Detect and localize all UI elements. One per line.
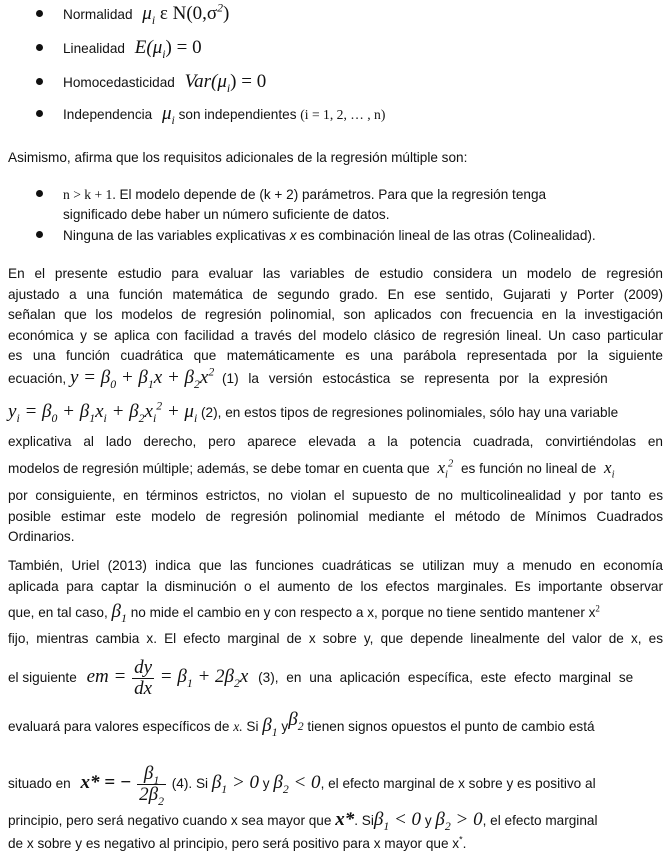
beta-fraction: $\frac{\beta_1}{2\beta_2}$ xyxy=(139,763,164,808)
independencia-text: son independientes xyxy=(174,107,301,122)
requisito-2-var: x xyxy=(289,228,297,243)
p1-line: por consiguiente, en términos estrictos, no violan el supuesto de no multicolinealidad y por tanto es xyxy=(8,488,663,503)
p2-l8-text-c: y xyxy=(424,813,432,828)
p1-line: es una función cuadrática que matemáticamente es una parábola representada por la siguiente xyxy=(8,348,663,364)
requisito-2-text-b: es combinación lineal de las otras (Colinealidad). xyxy=(296,228,596,243)
p1-line: económica y se aplica con facilidad a través del modelo clásico de regresión lineal. Un caso particular xyxy=(8,327,663,343)
p2-l8-text-d: , el efecto marginal xyxy=(482,813,598,828)
p1-line: señalan que los modelos de regresión polinomial, son aplicados con frecuencia en la investigación xyxy=(8,307,663,323)
beta2-positive: $\beta_2 > 0$ xyxy=(435,809,483,833)
beta1-negative: $\beta_1 < 0$ xyxy=(373,809,422,833)
p2-l7-text-c: y xyxy=(262,776,270,792)
p2-line: También, Uriel (2013) indica que las funciones cuadráticas se utilizan muy a menudo en economía xyxy=(8,558,663,573)
p2-l6-text-b: Si xyxy=(246,719,259,734)
p1-line: ajustado a una función matemática de segundo grado. En ese sentido, Gujarati y Porter (2009) xyxy=(8,286,663,302)
p1-l9-text-a: modelos de regresión múltiple; además, se debe tomar en cuenta que xyxy=(8,461,430,476)
bullet-homocedasticidad xyxy=(36,72,656,94)
bullet-label: Homocedasticidad xyxy=(63,75,175,90)
beta1-symbol: $\beta_1$ xyxy=(262,715,278,739)
p1-line-9 xyxy=(8,458,663,480)
requisito-2 xyxy=(36,226,656,247)
p1-equation-line-1 xyxy=(8,365,663,391)
p1-l9-text-b: es función no lineal de xyxy=(460,461,597,476)
bullet-dot xyxy=(36,44,43,51)
p1-line: posible estimar este modelo de regresión polinomial mediante el método de Mínimos Cuadrados xyxy=(8,508,663,524)
p1-eq2-tail: (2), en estos tipos de regresiones polinomiales, sólo hay una variable xyxy=(201,405,619,420)
paragraph-1 xyxy=(8,264,663,367)
intro-text: Asimismo, afirma que los requisitos adicionales de la regresión múltiple son: xyxy=(8,150,468,165)
paragraph-2 xyxy=(8,556,663,597)
x-star-eq: x* = − xyxy=(80,772,132,794)
independencia-range: (i = 1, 2, … , n) xyxy=(300,107,386,122)
p2-line-4 xyxy=(8,629,663,650)
p2-l7-text-a: situado en xyxy=(8,776,71,792)
beta1-positive: $\beta_1 > 0$ xyxy=(211,772,260,796)
p2-l6-text-c: y xyxy=(281,719,289,734)
bullet-label: Normalidad xyxy=(63,7,133,22)
p1-line: Ordinarios. xyxy=(8,529,75,545)
bullet-independencia xyxy=(36,104,656,126)
x-squared-term: $x_i^2$ xyxy=(437,458,454,481)
p1-tail xyxy=(8,486,663,548)
normal-formula: $\mu_i$ ε $N(0,\sigma^2)$ xyxy=(142,1,230,27)
linealidad-formula: $E(\mu_i) = 0$ xyxy=(134,37,202,61)
p2-line-6: evaluará para valores específicos de x. Si $\beta_1$ $y\beta_2$ tienen signos opuestos el punto de cambio está xyxy=(8,709,595,739)
p1-line: En el presente estudio para evaluar las variables de estudio considera un modelo de regresión xyxy=(8,266,663,281)
bullet-dot xyxy=(36,190,43,197)
beta2-symbol: $\beta_2$ xyxy=(288,709,304,733)
p2-l7-text-b: (4). Si xyxy=(171,776,209,792)
p1-eq-tail: (1) la versión estocástica se representa por la expresión xyxy=(222,371,608,386)
dy-dx-fraction: $\frac{dy}{dx}$ xyxy=(134,657,153,699)
equation-3: = $\beta_1 + 2\beta_2x$ xyxy=(159,666,249,690)
requisito-1 xyxy=(36,185,656,206)
p1-equation-line-2 xyxy=(8,399,663,425)
bullet-dot xyxy=(36,78,43,85)
p2-line: aplicada para captar la disminución o el aumento de los efectos marginales. Es importante observar xyxy=(8,578,663,594)
requisito-2-text-a: Ninguna de las variables explicativas xyxy=(63,228,290,243)
p2-line-5 xyxy=(8,658,663,699)
p2-l3-text-b: no mide el cambio en y con respecto a x, porque no tiene sentido mantener x xyxy=(130,605,596,620)
p2-line-8: principio, pero será negativo cuando x sea mayor que x*. Siβ$_1$ < 0 y $\beta_2 > 0$, el efecto marginal xyxy=(8,809,598,833)
bullet-linealidad xyxy=(36,38,656,60)
p2-l7-text-d: , el efecto marginal de x sobre y es positivo al xyxy=(320,776,596,792)
p2-line-7 xyxy=(8,763,663,808)
p2-l6-text-a: evaluará para valores específicos de xyxy=(8,719,230,734)
p2-l3-text-a: que, en tal caso, xyxy=(8,605,108,620)
p2-line-3: que, en tal caso, $\beta_1$ no mide el cambio en y con respecto a x, porque no tiene sentido mantener $x^2$ xyxy=(8,601,600,625)
bullet-dot xyxy=(36,10,43,17)
bullet-label: Independencia xyxy=(63,107,153,122)
p2-l6-text-d: tienen signos opuestos el punto de cambio está xyxy=(307,719,595,734)
requisito-1-condition: n > k + 1. xyxy=(63,187,116,202)
requisito-1-cont: significado debe haber un número suficiente de datos. xyxy=(63,207,390,222)
em-label: em = xyxy=(86,666,127,688)
p1-eq-intro: ecuación, xyxy=(8,371,67,386)
bullet-label: Linealidad xyxy=(63,41,125,56)
p2-line: de x sobre y es negativo al principio, pero será positivo para x mayor que x xyxy=(8,836,460,851)
x-star-symbol: x* xyxy=(335,809,355,830)
p2-line: fijo, mientras cambia x. El efecto marginal de x sobre y, que depende linealmente del valor de x, es xyxy=(8,631,663,646)
equation-2: $y_i = \beta_0 + \beta_1x_i + \beta_2x_i^2 + \mu_i$ xyxy=(8,399,198,425)
bullet-normalidad xyxy=(36,1,656,27)
independencia-formula: $\mu_i$ xyxy=(161,103,175,127)
p2-l8-text-b: Si xyxy=(361,813,374,828)
homocedasticidad-formula: $Var(\mu_i) = 0$ xyxy=(184,71,267,95)
p2-line-9: de x sobre y es negativo al principio, pero será positivo para x mayor que x*. xyxy=(8,834,467,851)
bullet-dot xyxy=(36,231,43,238)
p2-l5-text-a: el siguiente xyxy=(8,670,77,686)
beta2-negative: $\beta_2 < 0$ xyxy=(273,772,321,796)
x-i-term: $x_i$ xyxy=(604,458,615,481)
equation-1: $y = \beta_0 + \beta_1x + \beta_2x^2$ xyxy=(69,365,215,391)
requisito-1-text: El modelo depende de (k + 2) parámetros. Para que la regresión tenga xyxy=(115,187,547,202)
p1-line: explicativa al lado derecho, pero aparece elevada a la potencia cuadrada, convirtiéndolas en xyxy=(8,434,663,449)
beta1-symbol: $\beta_1$ xyxy=(111,601,127,625)
bullet-dot xyxy=(36,110,43,117)
p2-l8-text-a: principio, pero será negativo cuando x sea mayor que xyxy=(8,813,332,828)
p2-l5-text-b: (3), en una aplicación específica, este efecto marginal se xyxy=(258,670,634,686)
p1-line-8 xyxy=(8,432,663,453)
